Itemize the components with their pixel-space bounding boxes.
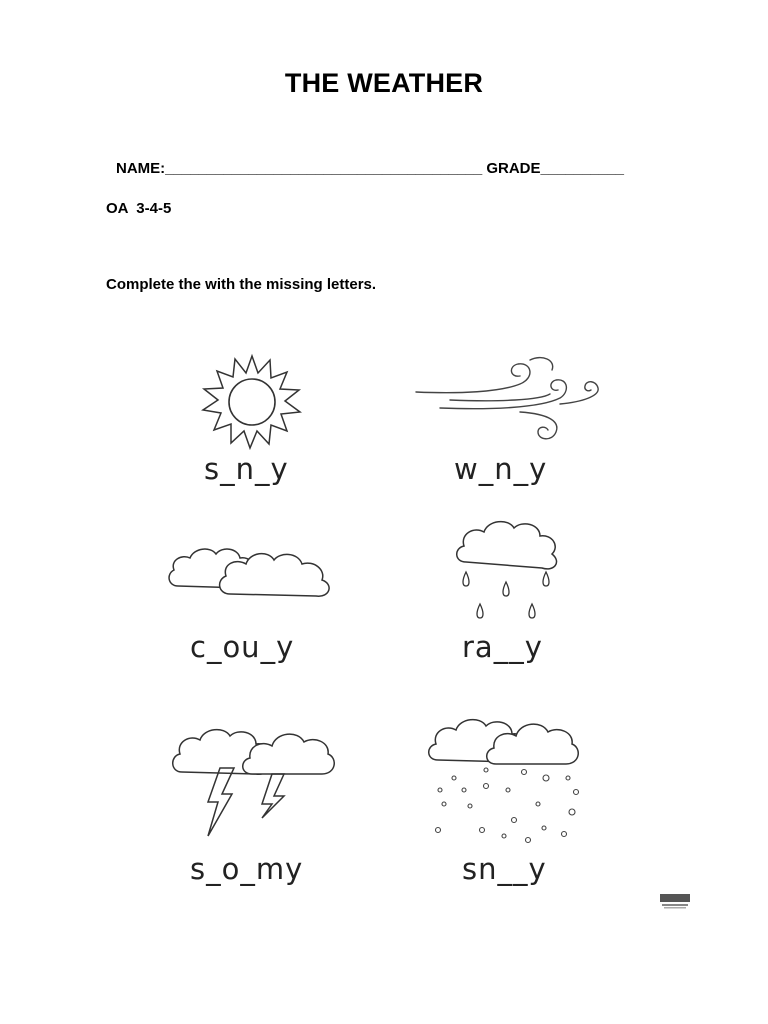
exercise-word-stormy: s_o_my xyxy=(190,852,304,886)
publisher-logo-icon xyxy=(658,892,692,910)
sun-icon xyxy=(196,352,308,452)
exercise-word-rainy: ra__y xyxy=(462,630,543,664)
clouds-icon xyxy=(164,540,338,602)
standard-code: OA 3-4-5 xyxy=(106,200,172,217)
rain-cloud-icon xyxy=(452,516,564,624)
exercise-word-sunny: s_n_y xyxy=(204,452,289,486)
exercise-word-windy: w_n_y xyxy=(454,452,548,486)
wind-icon xyxy=(410,350,610,450)
name-grade-line: NAME:______________________________________ GRADE__________ xyxy=(116,160,624,177)
instruction-text: Complete the with the missing letters. xyxy=(106,276,377,293)
exercise-word-snowy: sn__y xyxy=(462,852,547,886)
page-title: THE WEATHER xyxy=(284,68,484,98)
snow-cloud-icon xyxy=(424,716,594,848)
storm-cloud-icon xyxy=(168,724,338,842)
exercise-word-cloudy: c_ou_y xyxy=(190,630,295,664)
